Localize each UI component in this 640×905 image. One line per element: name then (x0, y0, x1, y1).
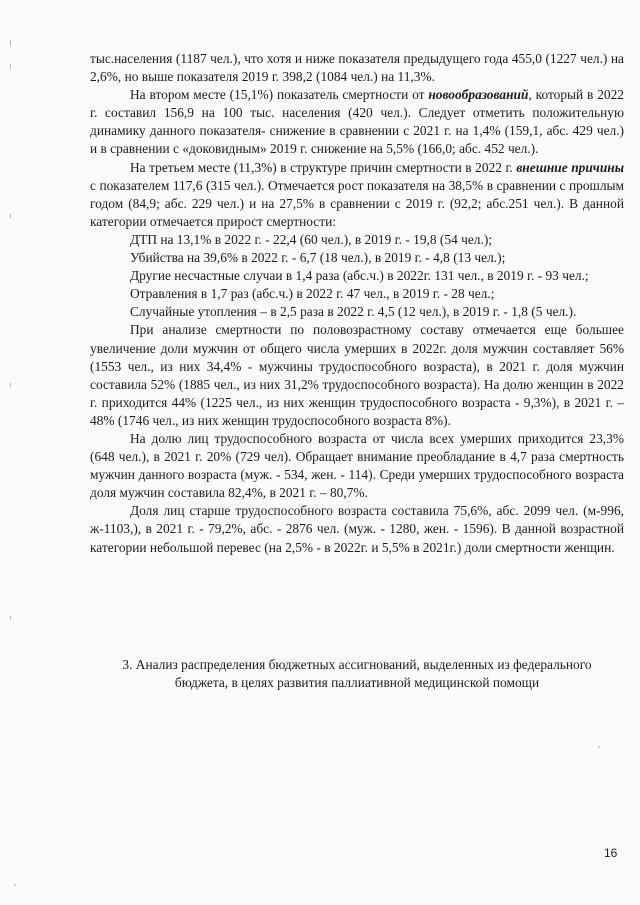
page-number: 16 (604, 846, 618, 860)
paragraph-text: На третьем месте (11,3%) в структуре причин смертности в 2022 г. (130, 159, 517, 175)
paragraph (90, 502, 624, 556)
paragraph-text: На долю лиц трудоспособного возраста от числа всех умерших приходится 23,3% (648 чел.), в 2021 г. 20% (729 чел). Обращает внимание преобладание в 4,7 раза смертность мужчин данного возраста (муж. - 534, жен. - 114). Среди умерших трудоспособного возраста доля мужчин составила 82,4%, в 2021 г. – 80,7%. (90, 430, 624, 501)
paragraph (90, 50, 624, 86)
scan-speck (598, 746, 600, 748)
paragraph-text: Доля лиц старше трудоспособного возраста составила 75,6%, абс. 2099 чел. (м-996, ж-1103,), в 2021 г. - 79,2%, абс. - 2876 чел. (муж. - 1280, жен. - 1596). В данной возрастной категории небольшой перевес (на 2,5% - в 2022г. и 5,5% в 2021г.) доли смертности женщин. (90, 503, 624, 555)
paragraph (90, 321, 624, 430)
scan-margin-mark (10, 616, 11, 620)
paragraph-text: Отравления в 1,7 раз (абс.ч.) в 2022 г. 47 чел., в 2019 г. - 28 чел.; (130, 286, 495, 302)
paragraph-text: ДТП на 13,1% в 2022 г. - 22,4 (60 чел.), в 2019 г. - 19,8 (54 чел.); (130, 231, 492, 247)
paragraph-text: Убийства на 39,6% в 2022 г. - 6,7 (18 чел.), в 2019 г. - 4,8 (13 чел.); (130, 250, 506, 266)
paragraph (90, 285, 624, 303)
paragraph (90, 249, 624, 267)
scan-margin-mark (10, 64, 11, 69)
paragraph-text: Другие несчастные случаи в 1,4 раза (абс.ч.) в 2022г. 131 чел., в 2019 г. - 93 чел.; (130, 268, 589, 284)
emphasized-term: новообразований (428, 87, 529, 103)
paragraph (90, 231, 624, 249)
paragraph (90, 159, 624, 231)
paragraph-text: с показателем 117,6 (315 чел.). Отмечается рост показателя на 38,5% в сравнении с прошлым годом (84,9; абс. 229 чел.) и на 27,5% в сравнении с 2019 г. (92,2; абс.251 чел.). В данной категории отмечается прирост смертности: (90, 177, 624, 229)
scan-margin-mark (10, 214, 11, 218)
paragraph-text: , который в 2022 г. составил 156,9 на 100 тыс. населения (420 чел.). Следует отметить положительную динамику данного показателя- снижение в сравнении с 2021 г. на 1,4% (159,1, абс. 429 чел.) и в сравнении с «доковидным» 2019 г. снижение на 5,5% (166,0; абс. 452 чел.). (90, 87, 624, 157)
paragraph-text: Случайные утопления – в 2,5 раза в 2022 г. 4,5 (12 чел.), в 2019 г. - 1,8 (5 чел.). (130, 304, 577, 320)
section-heading-line-1: 3. Анализ распределения бюджетных ассигнований, выделенных из федерального (122, 657, 592, 672)
paragraph-text: При анализе смертности по половозрастному составу отмечается еще большее увеличение доли мужчин от общего числа умерших в 2022г. доля мужчин составляет 56% (1553 чел., из них 34,4% - мужчины трудоспособного возраста), в 2021 г. доля мужчин составила 52% (1885 чел., из них 31,2% трудоспособного возраста). На долю женщин в 2022 г. приходится 44% (1225 чел., из них женщин трудоспособного возраста - 9,3%), в 2021 г. – 48% (1746 чел., из них женщин трудоспособного возраста 8%). (90, 322, 624, 428)
paragraph-text: тыс.населения (1187 чел.), что хотя и ниже показателя предыдущего года 455,0 (1227 чел.) на 2,6%, но выше показателя 2019 г. 398,2 (1084 чел.) на 11,3%. (90, 51, 624, 85)
body-text (90, 50, 624, 557)
section-heading (90, 656, 624, 692)
scan-margin-mark (10, 383, 11, 387)
paragraph (90, 430, 624, 502)
scan-margin-mark (10, 40, 11, 46)
paragraph-text: На втором месте (15,1%) показатель смертности от (130, 87, 429, 103)
paragraph (90, 86, 624, 158)
paragraph (90, 267, 624, 285)
emphasized-term: внешние причины (516, 159, 624, 175)
section-heading-line-2: бюджета, в целях развития паллиативной медицинской помощи (174, 675, 540, 690)
scan-speck (14, 884, 16, 886)
paragraph (90, 303, 624, 321)
